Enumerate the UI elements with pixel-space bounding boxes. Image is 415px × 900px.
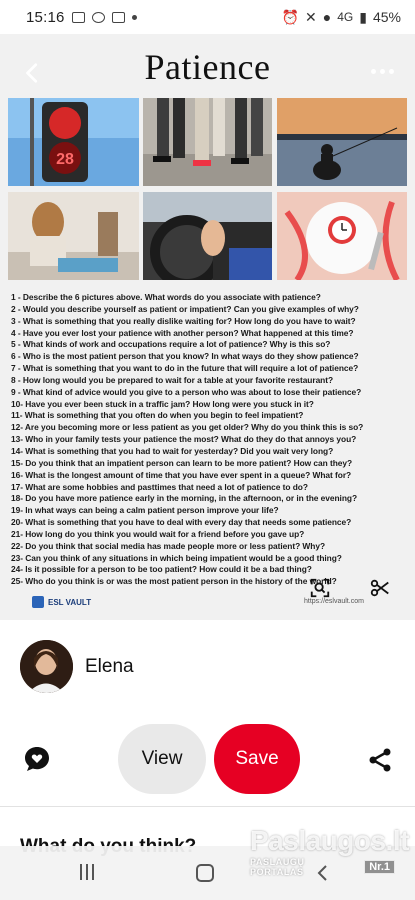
site-url: https://eslvault.com	[304, 598, 364, 605]
photo-car-driver	[143, 192, 272, 280]
question-item: 25- Who do you think is or was the most patient person in the history of the world?	[11, 576, 337, 587]
question-item: 21- How long do you think you would wait for a friend before you gave up?	[11, 528, 305, 539]
question-item: 1 - Describe the 6 pictures above. What words do you associate with patience?	[11, 292, 321, 302]
esl-logo-text: ESL VAULT	[48, 597, 92, 607]
photo-waiting-queue	[143, 98, 272, 186]
question-item: 20- What is something that you have to deal with every day that needs some patience?	[11, 517, 352, 528]
question-item: 14- What is something that you had to wait for yesterday? Did you wait very long?	[11, 445, 334, 456]
question-item: 16- What is the longest amount of time that you have ever spent in a queue? What for?	[11, 469, 352, 480]
action-row	[0, 724, 415, 794]
question-item: 3 - What is something that you really dislike waiting for? How long do you have to wait?	[11, 315, 356, 326]
signal-icon: ▮	[359, 8, 367, 25]
recent-bar-icon	[80, 864, 82, 880]
status-bar	[0, 0, 415, 34]
watermark-tagline: PASLAUGŲ PORTALAS	[250, 857, 305, 877]
question-item: 8 - How long would you be prepared to wait for a table at your favorite restaurant?	[11, 374, 334, 385]
question-item: 22- Do you think that social media has made people more or less patient? Why?	[11, 540, 326, 551]
back-arrow-icon	[22, 62, 44, 84]
avatar[interactable]	[20, 640, 73, 693]
question-item: 15- Do you think that an impatient person can learn to be more patient? How can they?	[11, 457, 353, 468]
mute-icon: ✕	[305, 8, 317, 25]
divider	[0, 806, 415, 807]
photo-traffic-light	[8, 98, 139, 186]
gallery-icon	[72, 12, 85, 23]
video-icon	[112, 12, 125, 23]
scissors-icon	[369, 577, 391, 599]
watermark	[250, 825, 409, 877]
author-row[interactable]	[20, 640, 134, 693]
recent-bar-icon	[92, 864, 94, 880]
recent-apps-button[interactable]	[80, 864, 98, 882]
crop-button[interactable]	[366, 574, 394, 602]
save-button[interactable]: Save	[214, 724, 300, 794]
question-item: 4 - Have you ever lost your patience with another person? What happened at this time?	[11, 327, 354, 338]
visual-search-button[interactable]	[306, 574, 334, 602]
share-icon	[366, 746, 394, 774]
watermark-title: Paslaugos.lt	[250, 825, 409, 856]
notification-dot-icon	[132, 15, 137, 20]
more-dot-icon	[380, 69, 385, 74]
photo-clock-plate	[277, 192, 407, 280]
question-item: 6 - Who is the most patient person that you know? In what ways do they show patience?	[11, 351, 359, 362]
question-item: 9 - What kind of advice would you give to a person who was about to lose their patience?	[11, 386, 362, 397]
more-dot-icon	[371, 69, 376, 74]
question-item: 23- Can you think of any situations in which being impatient would be a good thing?	[11, 552, 342, 563]
more-options-button[interactable]	[367, 60, 397, 82]
question-item: 12- Are you becoming more or less patient as you get older? Why do you think this is so?	[11, 422, 364, 433]
question-item: 17- What are some hobbies and pasttimes that need a lot of patience to do?	[11, 481, 308, 492]
pin-image[interactable]	[0, 34, 415, 620]
location-icon: ●	[322, 9, 332, 25]
question-item: 13- Who in your family tests your patience the most? What do they do that annoys you?	[11, 434, 357, 445]
svg-text:28: 28	[56, 151, 74, 168]
photo-puzzle	[8, 192, 139, 280]
worksheet-title: Patience	[144, 47, 271, 87]
esl-vault-logo	[32, 596, 91, 608]
question-item: 24- Is it possible for a person to be too patient? How could it be a bad thing?	[11, 564, 312, 575]
comment-heart-icon	[22, 744, 52, 774]
status-left	[26, 9, 137, 26]
alarm-icon: ⏰	[281, 8, 300, 25]
question-item: 11- What is something that you often do when you begin to feel impatient?	[11, 410, 304, 421]
question-list	[11, 292, 409, 588]
comment-button[interactable]	[22, 744, 52, 774]
status-time: 15:16	[26, 8, 65, 26]
network-type: 4G	[337, 10, 354, 24]
view-button[interactable]: View	[118, 724, 206, 794]
question-item: 5 - What kinds of work and occupations require a lot of patience? Why is this so?	[11, 339, 331, 350]
author-name[interactable]: Elena	[85, 655, 134, 677]
watermark-subline	[250, 857, 395, 877]
question-item: 2 - Would you describe yourself as patient or impatient? Can you give examples of why?	[11, 303, 359, 314]
status-right	[282, 9, 401, 26]
question-item: 10- Have you ever been stuck in a traffic jam? How long were you stuck in it?	[11, 398, 314, 409]
home-button[interactable]	[196, 864, 214, 882]
photo-fisherman	[277, 98, 407, 186]
esl-logo-icon	[32, 596, 44, 608]
share-button[interactable]	[366, 746, 394, 774]
battery-level: 45%	[372, 9, 401, 25]
question-item: 18- Do you have more patience early in the morning, in the afternoon, or in the evening?	[11, 493, 358, 504]
lens-search-icon	[309, 577, 331, 599]
messenger-icon	[92, 12, 105, 23]
watermark-badge: Nr.1	[364, 860, 395, 874]
more-dot-icon	[389, 69, 394, 74]
back-button[interactable]	[18, 58, 48, 88]
question-item: 7 - What is something that you want to do in the future that will require a lot of patience?	[11, 363, 359, 374]
recent-bar-icon	[86, 864, 88, 880]
question-item: 19- In what ways can being a calm patient person improve your life?	[11, 505, 279, 516]
